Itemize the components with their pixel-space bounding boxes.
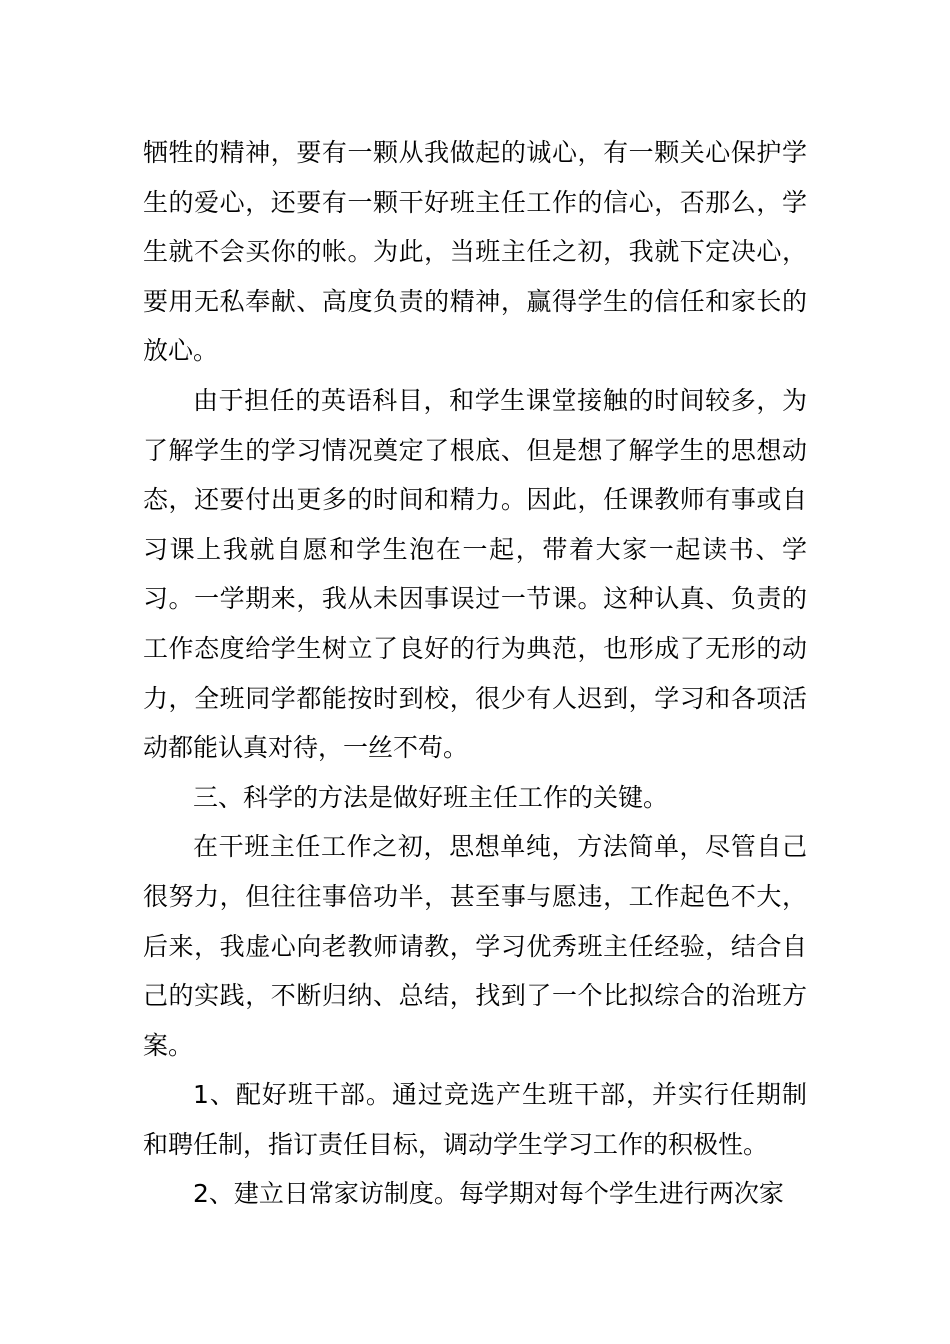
- paragraph-1: 牺牲的精神，要有一颗从我做起的诚心，有一颗关心保护学生的爱心，还要有一颗干好班主任工作的信心，否那么，学生就不会买你的帐。为此，当班主任之初，我就下定决心，要用无私奉献、高度负责的精神，赢得学生的信任和家长的放心。: [143, 138, 807, 366]
- paragraph-4: 在干班主任工作之初，思想单纯，方法简单，尽管自己很努力，但往往事倍功半，甚至事与愿违，工作起色不大，后来，我虚心向老教师请教，学习优秀班主任经验，结合自己的实践，不断归纳、总结，找到了一个比拟综合的治班方案。: [143, 832, 807, 1060]
- section-heading-3: 三、科学的方法是做好班主任工作的关键。: [193, 782, 669, 812]
- list-item-2: 2、建立日常家访制度。每学期对每个学生进行两次家: [193, 1179, 784, 1209]
- list-item-1: 1、配好班干部。通过竞选产生班干部，并实行任期制和聘任制，指订责任目标，调动学生学习工作的积极性。: [143, 1080, 807, 1159]
- paragraph-2: 由于担任的英语科目，和学生课堂接触的时间较多，为了解学生的学习情况奠定了根底、但是想了解学生的思想动态，还要付出更多的时间和精力。因此，任课教师有事或自习课上我就自愿和学生泡在一起，带着大家一起读书、学习。一学期来，我从未因事误过一节课。这种认真、负责的工作态度给学生树立了良好的行为典范，也形成了无形的动力，全班同学都能按时到校，很少有人迟到，学习和各项活动都能认真对待，一丝不苟。: [143, 385, 807, 763]
- body-text: [143, 128, 807, 1219]
